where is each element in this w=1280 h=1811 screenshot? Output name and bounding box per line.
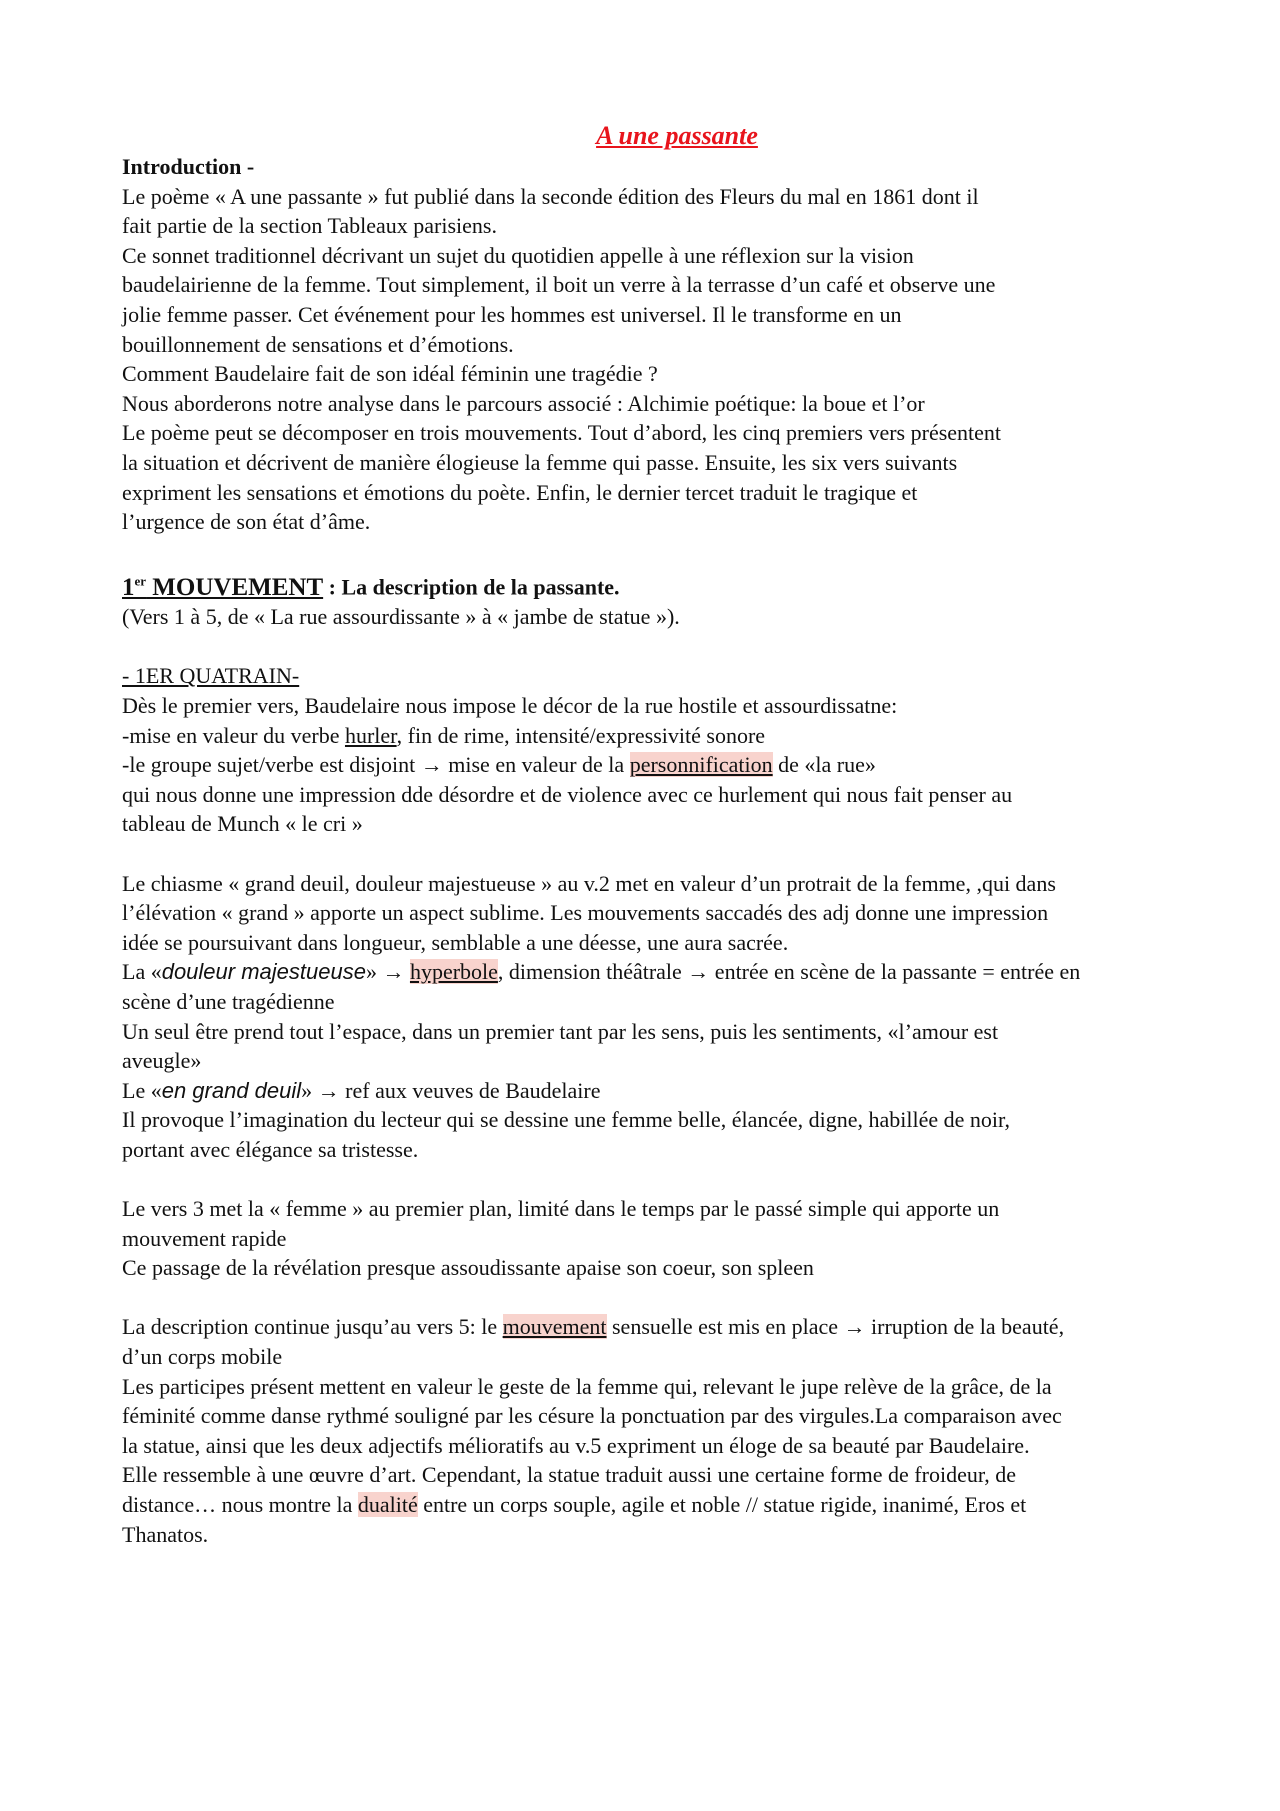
mouvement-subtitle: La description de la passante.: [341, 574, 620, 600]
intro-line: bouillonnement de sensations et d’émotions.: [122, 331, 514, 357]
intro-question: Comment Baudelaire fait de son idéal féminin une tragédie ?: [122, 361, 658, 387]
mouvement-heading: [122, 566, 1232, 602]
intro-line: l’urgence de son état d’âme.: [122, 509, 371, 535]
italic-quote: douleur majestueuse: [161, 959, 366, 985]
spacer: [122, 537, 1232, 567]
spacer: [122, 1283, 1232, 1313]
italic-quote: en grand deuil: [161, 1077, 302, 1103]
document-body: [122, 120, 1232, 1549]
chiasme-line: [122, 1076, 1232, 1106]
text-run: sensuelle est mis en place → irruption de la beauté,: [606, 1314, 1065, 1340]
intro-line: Le poème « A une passante » fut publié dans la seconde édition des Fleurs du mal en 1861 dont il: [122, 183, 979, 209]
text-run: » →: [365, 959, 410, 985]
vers5-line: Thanatos.: [122, 1521, 209, 1547]
quatrain-line: [122, 721, 1232, 751]
vers5-line: d’un corps mobile: [122, 1344, 283, 1370]
intro-heading: Introduction -: [122, 154, 255, 179]
mouvement-vers: (Vers 1 à 5, de « La rue assourdissante » à « jambe de statue »).: [122, 604, 680, 630]
highlighted-term: hyperbole: [409, 959, 498, 985]
mouvement-word: MOUVEMENT: [146, 573, 324, 601]
intro-line: Le poème peut se décomposer en trois mouvements. Tout d’abord, les cinq premiers vers présentent: [122, 420, 1002, 446]
vers5-line: [122, 1490, 1232, 1520]
underlined-term: hurler: [344, 722, 397, 748]
text-run: -mise en valeur du verbe: [122, 722, 345, 748]
intro-line: baudelairienne de la femme. Tout simplement, il boit un verre à la terrasse d’un café et observe une: [122, 272, 996, 298]
document-title: A une passante: [596, 121, 758, 150]
vers3-line: mouvement rapide: [122, 1225, 287, 1251]
text-run: entre un corps souple, agile et noble // statue rigide, inanimé, Eros et: [417, 1492, 1027, 1518]
highlighted-term: personnification: [629, 752, 773, 778]
quatrain-line: Dès le premier vers, Baudelaire nous impose le décor de la rue hostile et assourdissatne:: [122, 693, 898, 719]
text-run: , fin de rime, intensité/expressivité sonore: [396, 722, 766, 748]
mouvement-colon: :: [323, 574, 342, 600]
vers3-line: Le vers 3 met la « femme » au premier plan, limité dans le temps par le passé simple qui apporte un: [122, 1196, 1000, 1222]
chiasme-line: Le chiasme « grand deuil, douleur majestueuse » au v.2 met en valeur d’un protrait de la femme, ,qui dans: [122, 870, 1056, 896]
spacer: [122, 1165, 1232, 1195]
vers5-line: [122, 1312, 1232, 1342]
text-run: La description continue jusqu’au vers 5: le: [122, 1314, 503, 1340]
highlighted-term: mouvement: [502, 1314, 607, 1340]
chiasme-line: scène d’une tragédienne: [122, 988, 335, 1014]
highlighted-term: dualité: [357, 1492, 418, 1518]
chiasme-line: l’élévation « grand » apporte un aspect sublime. Les mouvements saccadés des adj donne une impression: [122, 900, 1049, 926]
quatrain-line: qui nous donne une impression dde désordre et de violence avec ce hurlement qui nous fait penser au: [122, 781, 1013, 807]
text-run: de «la rue»: [772, 752, 876, 778]
quatrain-heading: - 1ER QUATRAIN-: [122, 663, 300, 689]
vers5-line: féminité comme danse rythmé souligné par les césure la ponctuation par des virgules.La comparaison avec: [122, 1403, 1062, 1429]
intro-line: la situation et décrivent de manière élogieuse la femme qui passe. Ensuite, les six vers suivants: [122, 449, 958, 475]
text-run: La «: [122, 959, 162, 985]
vers5-line: Elle ressemble à une œuvre d’art. Cependant, la statue traduit aussi une certaine forme de froideur, de: [122, 1462, 1017, 1488]
intro-line: fait partie de la section Tableaux parisiens.: [122, 213, 497, 239]
chiasme-line: Un seul être prend tout l’espace, dans un premier tant par les sens, puis les sentiments, «l’amour est: [122, 1018, 999, 1044]
chiasme-line: aveugle»: [122, 1048, 202, 1074]
chiasme-line: idée se poursuivant dans longueur, semblable a une déesse, une aura sacrée.: [122, 929, 789, 955]
chiasme-line: Il provoque l’imagination du lecteur qui se dessine une femme belle, élancée, digne, habillée de noir,: [122, 1107, 1010, 1133]
intro-line: jolie femme passer. Cet événement pour les hommes est universel. Il le transforme en un: [122, 301, 902, 327]
text-run: » → ref aux veuves de Baudelaire: [301, 1077, 601, 1103]
intro-line: expriment les sensations et émotions du poète. Enfin, le dernier tercet traduit le tragique et: [122, 479, 918, 505]
vers5-line: Les participes présent mettent en valeur le geste de la femme qui, relevant le jupe relève de la grâce, de la: [122, 1373, 1052, 1399]
mouvement-ordinal: er: [134, 573, 147, 589]
intro-parcours: Nous aborderons notre analyse dans le parcours associé : Alchimie poétique: la boue et l’or: [122, 390, 925, 416]
intro-line: Ce sonnet traditionnel décrivant un sujet du quotidien appelle à une réflexion sur la vision: [122, 242, 914, 268]
vers5-line: la statue, ainsi que les deux adjectifs mélioratifs au v.5 expriment un éloge de sa beauté par Baudelaire.: [122, 1432, 1030, 1458]
text-run: Le «: [122, 1077, 162, 1103]
spacer: [122, 839, 1232, 869]
text-run: distance… nous montre la: [122, 1492, 358, 1518]
quatrain-line: [122, 750, 1232, 780]
vers3-line: Ce passage de la révélation presque assoudissante apaise son coeur, son spleen: [122, 1255, 814, 1281]
mouvement-number: 1: [122, 573, 135, 601]
chiasme-line: [122, 957, 1232, 987]
text-run: -le groupe sujet/verbe est disjoint → mise en valeur de la: [122, 752, 630, 778]
mouvement-label: [122, 574, 323, 601]
spacer: [122, 632, 1232, 662]
quatrain-line: tableau de Munch « le cri »: [122, 811, 363, 837]
text-run: , dimension théâtrale → entrée en scène de la passante = entrée en: [497, 959, 1081, 985]
chiasme-line: portant avec élégance sa tristesse.: [122, 1136, 419, 1162]
